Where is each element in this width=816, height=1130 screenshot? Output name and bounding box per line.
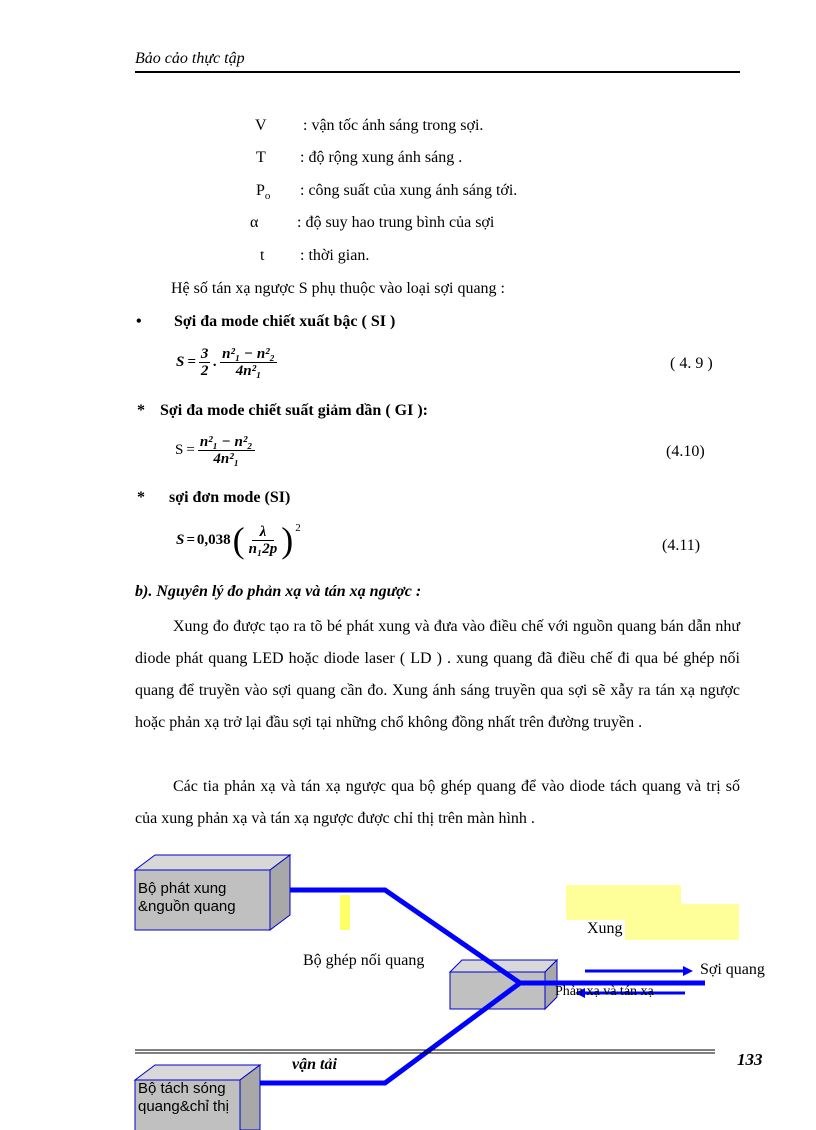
forward-arrow-head bbox=[683, 966, 693, 976]
eq1-dot: . bbox=[213, 354, 218, 370]
equation-number-4-11: (4.11) bbox=[662, 537, 701, 554]
equation-number-4-9: ( 4. 9 ) bbox=[670, 355, 713, 372]
detector-label-line2: quang&chỉ thị bbox=[138, 1098, 229, 1115]
paragraph-2-text: Các tia phản xạ và tán xạ ngược qua bộ ghép quang để vào diode tách quang và trị số của xung phản xạ và tán xạ ngược được chỉ thị trên màn hình . bbox=[135, 778, 740, 827]
symbol-t-lower-desc: : thời gian. bbox=[300, 247, 370, 264]
symbol-v: V bbox=[255, 117, 267, 134]
eq3-num: λ bbox=[252, 524, 275, 541]
symbol-p0-sub: o bbox=[264, 190, 271, 203]
eq1-coef bbox=[199, 346, 211, 379]
header-rule bbox=[135, 71, 740, 73]
symbol-p0 bbox=[256, 182, 270, 202]
eq2-equals: = bbox=[186, 442, 195, 458]
page-number: 133 bbox=[737, 1050, 763, 1069]
eq2-den: 4n²₁ bbox=[213, 451, 239, 467]
bullet-1-text: Sợi đa mode chiết xuất bậc ( SI ) bbox=[174, 313, 396, 330]
section-b-title bbox=[135, 583, 421, 601]
eq1-coef-den: 2 bbox=[200, 363, 209, 379]
eq2-num: n²₁ − n²₂ bbox=[199, 434, 253, 450]
eq1-lhs: S bbox=[176, 354, 185, 370]
symbol-t-upper-desc: : độ rộng xung ánh sáng . bbox=[300, 149, 463, 166]
reflection-label: Phản xạ và tán xạ bbox=[555, 984, 654, 999]
detector-label bbox=[138, 1080, 229, 1116]
symbol-t-upper: T bbox=[256, 149, 266, 166]
symbol-p0-desc: : công suất của xung ánh sáng tới. bbox=[300, 182, 518, 199]
bullet-3-text: sợi đơn mode (SI) bbox=[169, 489, 291, 506]
symbol-p0-main: P bbox=[256, 182, 265, 199]
eq2-frac bbox=[198, 434, 255, 467]
equation-4-11 bbox=[176, 522, 301, 558]
fiber-label: Sợi quang bbox=[700, 961, 765, 978]
eq3-frac bbox=[247, 524, 280, 557]
eq1-num: n²₁ − n²₂ bbox=[222, 346, 275, 362]
transmitter-label-line1: Bộ phát xung bbox=[138, 880, 227, 897]
eq3-lhs: S bbox=[176, 531, 185, 548]
eq1-coef-num: 3 bbox=[200, 346, 209, 362]
eq3-coef: 0,038 bbox=[196, 531, 231, 548]
symbol-v-desc: : vận tốc ánh sáng trong sợi. bbox=[303, 117, 484, 134]
eq3-equals: = bbox=[186, 531, 195, 548]
eq3-lparen: ( bbox=[232, 520, 245, 560]
yellow-marker bbox=[340, 895, 350, 930]
page-header-title: Bảo cảo thực tập bbox=[135, 50, 245, 67]
eq1-equals: = bbox=[187, 354, 196, 370]
bullet-3-marker: * bbox=[137, 489, 145, 506]
eq3-rparen: ) bbox=[281, 520, 294, 560]
eq3-den: n₁2p bbox=[248, 540, 278, 557]
equation-4-9 bbox=[176, 346, 277, 379]
eq1-frac bbox=[220, 346, 277, 379]
paragraph-1 bbox=[135, 611, 740, 739]
detector-label-line1: Bộ tách sóng bbox=[138, 1080, 226, 1097]
paragraph-2 bbox=[135, 771, 740, 835]
measurement-diagram bbox=[0, 840, 816, 1130]
bullet-1-marker: • bbox=[136, 313, 142, 330]
intro-text: Hệ số tán xạ ngược S phụ thuộc vào loại sợi quang : bbox=[171, 280, 505, 297]
footer-left-text: vận tải bbox=[292, 1056, 337, 1073]
section-b-title-text: b). Nguyên lý đo phản xạ và tán xạ ngược : bbox=[135, 583, 422, 600]
eq1-den: 4n²₁ bbox=[235, 363, 262, 379]
yellow-box-2 bbox=[625, 904, 739, 940]
symbol-alpha-desc: : độ suy hao trung bình của sợi bbox=[297, 214, 495, 231]
equation-4-10 bbox=[175, 434, 255, 467]
symbol-t-lower: t bbox=[260, 247, 265, 264]
bullet-2-text: Sợi đa mode chiết suất giảm dần ( GI ): bbox=[160, 402, 428, 419]
equation-number-4-10: (4.10) bbox=[666, 443, 705, 460]
bullet-2-marker: * bbox=[137, 402, 145, 419]
transmitter-label-line2: &nguồn quang bbox=[138, 898, 236, 915]
eq3-exp: 2 bbox=[295, 522, 301, 534]
pulse-label: Xung bbox=[587, 920, 623, 937]
transmitter-label bbox=[138, 880, 236, 916]
eq2-lhs: S bbox=[175, 442, 184, 458]
coupler-label: Bộ ghép nối quang bbox=[303, 952, 425, 969]
symbol-alpha: α bbox=[250, 214, 259, 231]
paragraph-1-text: Xung đo được tạo ra tõ bé phát xung và đưa vào điều chế với nguồn quang bán dẫn như diode phát quang LED hoặc diode laser ( LD ) . xung quang đã điều chế đi qua bé ghép nối quang để truyền vào sợi quang cần đo. Xung ánh sáng truyền qua sợi sẽ xẫy ra tán xạ ngược hoặc phản xạ trở lại đầu sợi tại những chổ không đồng nhất trên đường truyền . bbox=[135, 618, 740, 731]
